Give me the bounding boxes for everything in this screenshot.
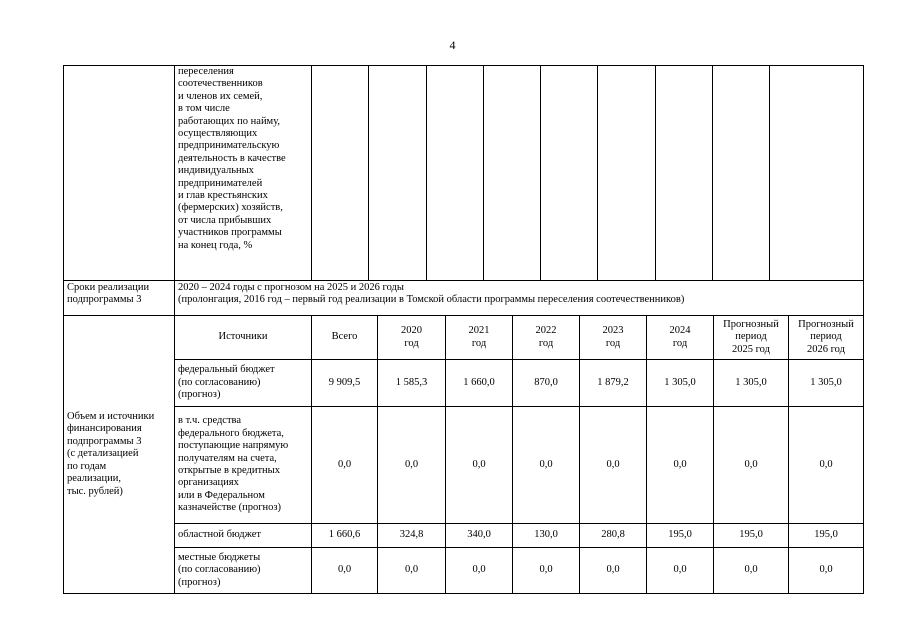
source-regional: областной бюджет [175, 524, 312, 548]
indicator-row [64, 66, 864, 281]
value-cell: 0,0 [580, 407, 647, 524]
value-cell: 1 660,0 [446, 360, 513, 407]
value-cell: 0,0 [513, 407, 580, 524]
value-cell: 0,0 [647, 407, 714, 524]
indicator-table [63, 65, 864, 316]
header-2023: 2023 год [580, 316, 647, 360]
terms-row [64, 281, 864, 316]
value-cell: 195,0 [714, 524, 789, 548]
value-cell: 0,0 [714, 548, 789, 594]
header-total: Всего [312, 316, 378, 360]
header-2021: 2021 год [446, 316, 513, 360]
funding-table [63, 315, 864, 594]
value-cell: 0,0 [647, 548, 714, 594]
table-row [64, 548, 864, 594]
empty-cell [484, 66, 541, 281]
value-cell: 0,0 [714, 407, 789, 524]
value-cell: 0,0 [789, 548, 864, 594]
empty-cell [713, 66, 770, 281]
funding-label: Объем и источники финансирования подпрограммы 3 (с детализацией по годам реализации, тыс. рублей) [64, 316, 175, 594]
value-cell: 280,8 [580, 524, 647, 548]
header-2026: Прогнозный период 2026 год [789, 316, 864, 360]
source-federal-direct: в т.ч. средства федерального бюджета, поступающие напрямую получателям на счета, открытые в кредитных организациях или в Федеральном казначействе (прогноз) [175, 407, 312, 524]
value-cell: 0,0 [378, 407, 446, 524]
value-cell: 9 909,5 [312, 360, 378, 407]
value-cell: 0,0 [580, 548, 647, 594]
terms-label: Сроки реализации подпрограммы 3 [64, 281, 175, 316]
table-row [64, 407, 864, 524]
value-cell: 0,0 [446, 407, 513, 524]
header-2025: Прогнозный период 2025 год [714, 316, 789, 360]
table-row [64, 360, 864, 407]
value-cell: 324,8 [378, 524, 446, 548]
value-cell: 1 879,2 [580, 360, 647, 407]
source-local: местные бюджеты (по согласованию) (прогноз) [175, 548, 312, 594]
value-cell: 0,0 [378, 548, 446, 594]
empty-cell [598, 66, 656, 281]
value-cell: 195,0 [647, 524, 714, 548]
empty-cell [427, 66, 484, 281]
funding-header-row [64, 316, 864, 360]
value-cell: 0,0 [513, 548, 580, 594]
terms-value: 2020 – 2024 годы с прогнозом на 2025 и 2026 годы (пролонгация, 2016 год – первый год реализации в Томской области программы переселения соотечественников) [175, 281, 864, 316]
empty-cell [770, 66, 864, 281]
value-cell: 0,0 [446, 548, 513, 594]
empty-cell [64, 66, 175, 281]
value-cell: 130,0 [513, 524, 580, 548]
value-cell: 1 660,6 [312, 524, 378, 548]
value-cell: 1 305,0 [647, 360, 714, 407]
empty-cell [656, 66, 713, 281]
indicator-text: переселения соотечественников и членов их семей, в том числе работающих по найму, осуществляющих предпринимательскую деятельность в качестве индивидуальных предпринимателей и глав крестьянских (фермерских) хозяйств, от числа прибывших участников программы на конец года, % [175, 66, 312, 281]
value-cell: 0,0 [312, 548, 378, 594]
value-cell: 870,0 [513, 360, 580, 407]
source-federal: федеральный бюджет (по согласованию) (прогноз) [175, 360, 312, 407]
table-row [64, 524, 864, 548]
value-cell: 1 305,0 [714, 360, 789, 407]
value-cell: 1 585,3 [378, 360, 446, 407]
header-2020: 2020 год [378, 316, 446, 360]
value-cell: 195,0 [789, 524, 864, 548]
header-sources: Источники [175, 316, 312, 360]
header-2024: 2024 год [647, 316, 714, 360]
header-2022: 2022 год [513, 316, 580, 360]
value-cell: 0,0 [312, 407, 378, 524]
value-cell: 1 305,0 [789, 360, 864, 407]
page-number: 4 [449, 38, 456, 52]
empty-cell [312, 66, 369, 281]
empty-cell [541, 66, 598, 281]
value-cell: 0,0 [789, 407, 864, 524]
value-cell: 340,0 [446, 524, 513, 548]
empty-cell [369, 66, 427, 281]
